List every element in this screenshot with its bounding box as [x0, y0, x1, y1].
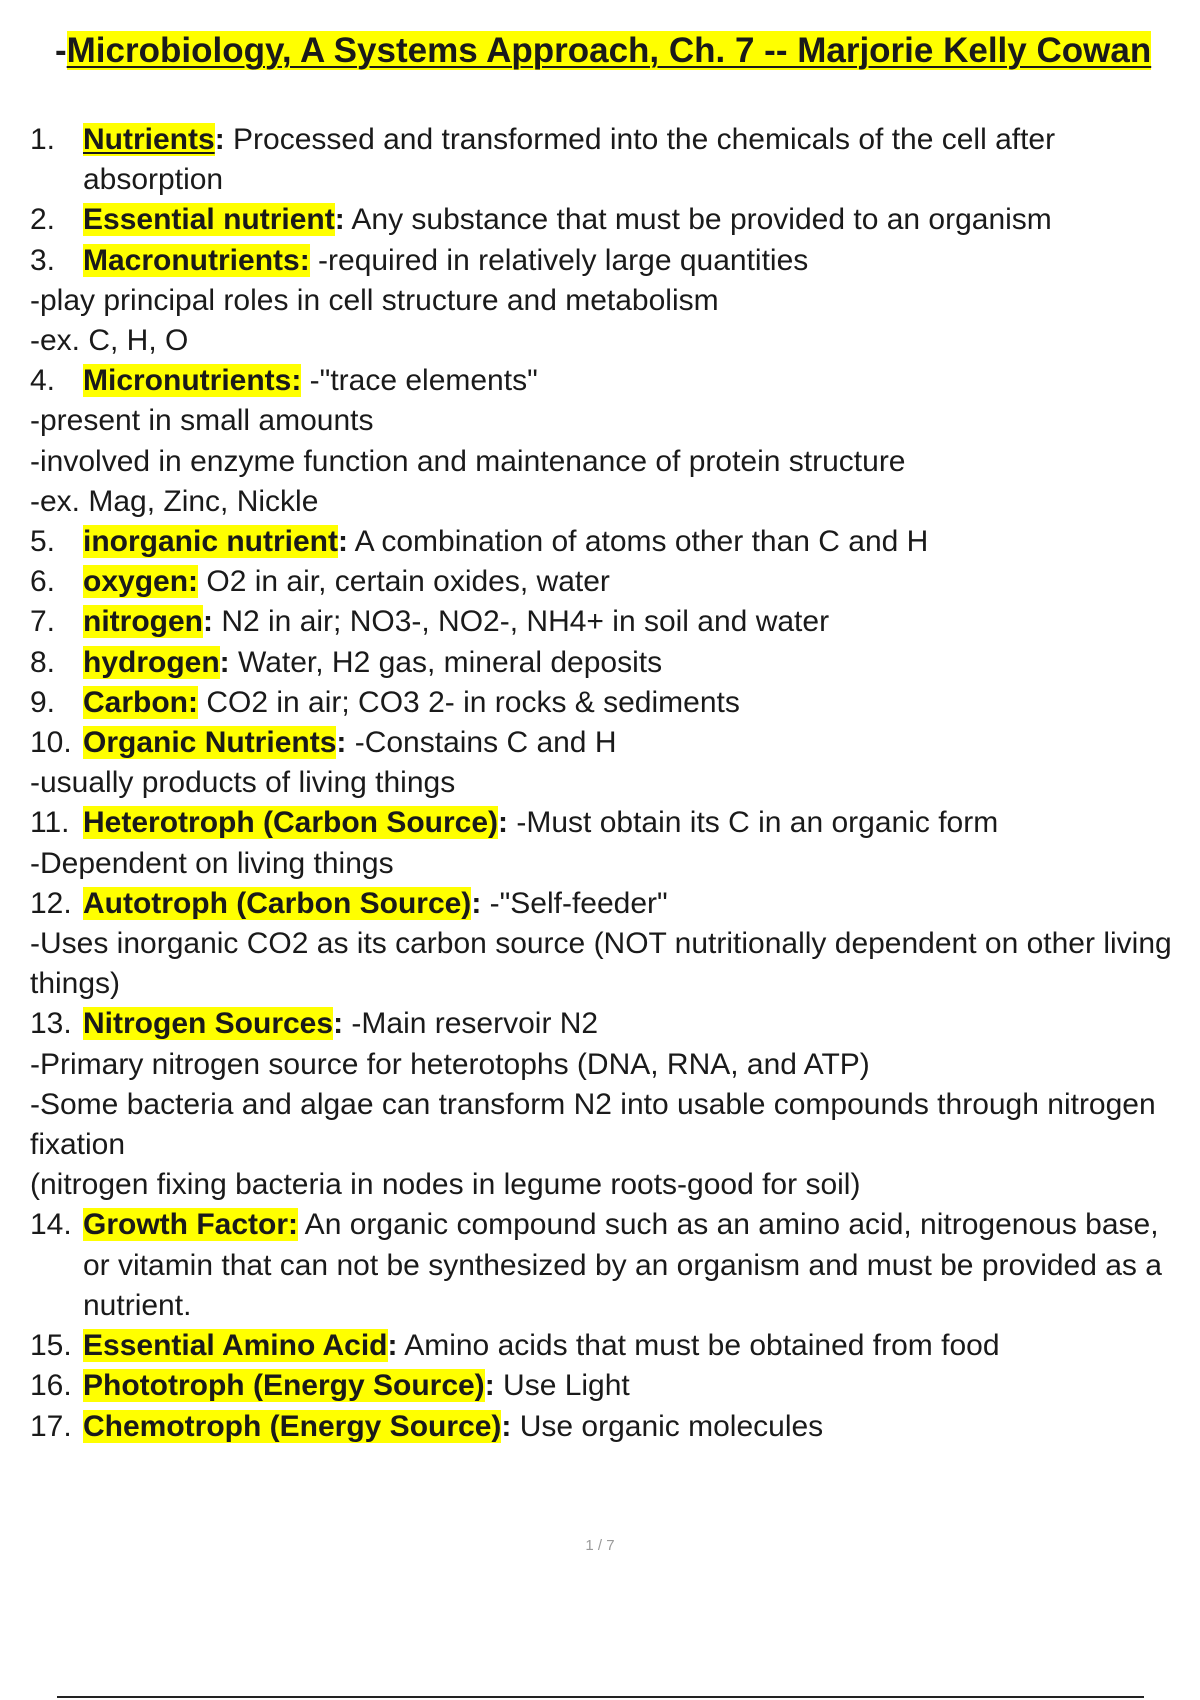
term-label: Growth Factor: — [83, 1208, 298, 1242]
item-number: 11. — [30, 806, 70, 840]
list-item — [30, 1366, 1180, 1406]
list-item — [30, 1407, 1180, 1447]
definition-text: Water, H2 gas, mineral deposits — [229, 645, 663, 679]
sub-line: -Some bacteria and algae can transform N2 into usable compounds through nitrogen fixation — [30, 1087, 1156, 1162]
term-label: Nitrogen Sources — [83, 1007, 334, 1041]
item-number: 16. — [30, 1369, 72, 1403]
sub-line: (nitrogen fixing bacteria in nodes in legume roots-good for soil) — [30, 1168, 861, 1202]
term-label: hydrogen — [83, 645, 220, 679]
term-label: Macronutrients: — [83, 243, 310, 277]
item-number: 12. — [30, 886, 72, 920]
definition-text: Processed and transformed into the chemicals of the cell after absorption — [83, 123, 1056, 197]
item-number: 6. — [30, 565, 56, 599]
term-colon: : — [203, 605, 213, 639]
definition-text: Use Light — [494, 1369, 630, 1403]
notes-list — [30, 120, 1180, 1447]
term-colon: : — [498, 806, 509, 840]
definition-text: Amino acids that must be obtained from food — [397, 1329, 1000, 1363]
term-colon: : — [214, 123, 225, 156]
list-item — [30, 120, 1180, 200]
list-item — [30, 803, 1180, 843]
list-item — [30, 522, 1180, 562]
list-item — [30, 241, 1180, 281]
item-number: 7. — [30, 605, 56, 639]
definition-text: -"Self-feeder" — [481, 886, 668, 920]
term-label: Micronutrients: — [83, 364, 302, 398]
page-bottom-divider — [57, 1696, 1144, 1698]
sub-line: -usually products of living things — [30, 766, 456, 800]
title-dash: - — [55, 31, 67, 70]
list-item — [30, 562, 1180, 602]
term-colon: : — [484, 1369, 495, 1403]
item-number: 15. — [30, 1329, 72, 1363]
term-colon: : — [471, 886, 482, 920]
term-label: Organic Nutrients — [83, 726, 337, 760]
term-label: oxygen: — [83, 565, 199, 599]
definition-text: -Main reservoir N2 — [343, 1007, 599, 1041]
sub-line: -Primary nitrogen source for heterotophs (DNA, RNA, and ATP) — [30, 1047, 870, 1081]
sub-line: -ex. Mag, Zinc, Nickle — [30, 484, 319, 518]
term-label: Heterotroph (Carbon Source) — [83, 806, 499, 840]
sub-line: -involved in enzyme function and maintenance of protein structure — [30, 444, 906, 478]
page-number: 1 / 7 — [585, 1537, 615, 1554]
definition-text: O2 in air, certain oxides, water — [198, 565, 610, 599]
term-label: nitrogen — [83, 605, 203, 639]
list-item — [30, 1326, 1180, 1366]
title-text: Microbiology, A Systems Approach, Ch. 7 -- Marjorie Kelly Cowan — [66, 31, 1152, 70]
list-item — [30, 1004, 1180, 1044]
sub-line: -ex. C, H, O — [30, 324, 189, 358]
item-number: 4. — [30, 364, 56, 398]
definition-text: A combination of atoms other than C and H — [348, 525, 929, 559]
term-label: Essential nutrient — [83, 203, 335, 237]
item-number: 8. — [30, 645, 56, 679]
term-colon: : — [501, 1409, 512, 1443]
item-number: 3. — [30, 243, 56, 277]
term-label: Carbon: — [83, 685, 198, 719]
sub-line: -Uses inorganic CO2 as its carbon source (NOT nutritionally dependent on other living things) — [30, 927, 1172, 1001]
term-colon: : — [338, 525, 348, 559]
term-colon: : — [387, 1329, 398, 1363]
term-label: inorganic nutrient — [83, 525, 338, 559]
item-number: 13. — [30, 1007, 72, 1041]
sub-line: -present in small amounts — [30, 404, 374, 438]
term-label: Chemotroph (Energy Source) — [83, 1409, 502, 1443]
list-item — [30, 602, 1180, 642]
sub-line: -play principal roles in cell structure and metabolism — [30, 283, 719, 317]
definition-text: -"trace elements" — [301, 364, 538, 398]
definition-text: -required in relatively large quantities — [309, 243, 809, 277]
term-colon: : — [334, 203, 345, 237]
sub-line: -Dependent on living things — [30, 846, 394, 880]
term-colon: : — [336, 726, 347, 760]
term-label: Autotroph (Carbon Source) — [83, 886, 472, 920]
definition-text: Any substance that must be provided to an organism — [344, 203, 1052, 237]
list-item — [30, 723, 1180, 763]
term-colon: : — [219, 645, 230, 679]
item-number: 5. — [30, 525, 56, 559]
definition-text: CO2 in air; CO3 2- in rocks & sediments — [198, 685, 740, 719]
definition-text: -Constains C and H — [346, 726, 617, 760]
list-item — [30, 884, 1180, 924]
list-item — [30, 1205, 1180, 1326]
list-item — [30, 683, 1180, 723]
page-title — [55, 26, 1151, 76]
list-item — [30, 643, 1180, 683]
item-number: 2. — [30, 203, 56, 237]
item-number: 9. — [30, 685, 56, 719]
list-item — [30, 200, 1180, 240]
item-number: 14. — [30, 1208, 72, 1242]
definition-text: N2 in air; NO3-, NO2-, NH4+ in soil and water — [213, 605, 830, 639]
term-label: Nutrients — [83, 123, 215, 156]
definition-text: -Must obtain its C in an organic form — [508, 806, 999, 840]
term-colon: : — [333, 1007, 344, 1041]
term-label: Phototroph (Energy Source) — [83, 1369, 485, 1403]
definition-text: Use organic molecules — [511, 1409, 824, 1443]
list-item — [30, 361, 1180, 401]
item-number: 1. — [30, 123, 56, 156]
term-label: Essential Amino Acid — [83, 1329, 388, 1363]
definition-text: An organic compound such as an amino acid, nitrogenous base, or vitamin that can not be synthesized by an organism and must be provided as a nutrient. — [83, 1208, 1162, 1322]
item-number: 17. — [30, 1409, 72, 1443]
item-number: 10. — [30, 726, 72, 760]
